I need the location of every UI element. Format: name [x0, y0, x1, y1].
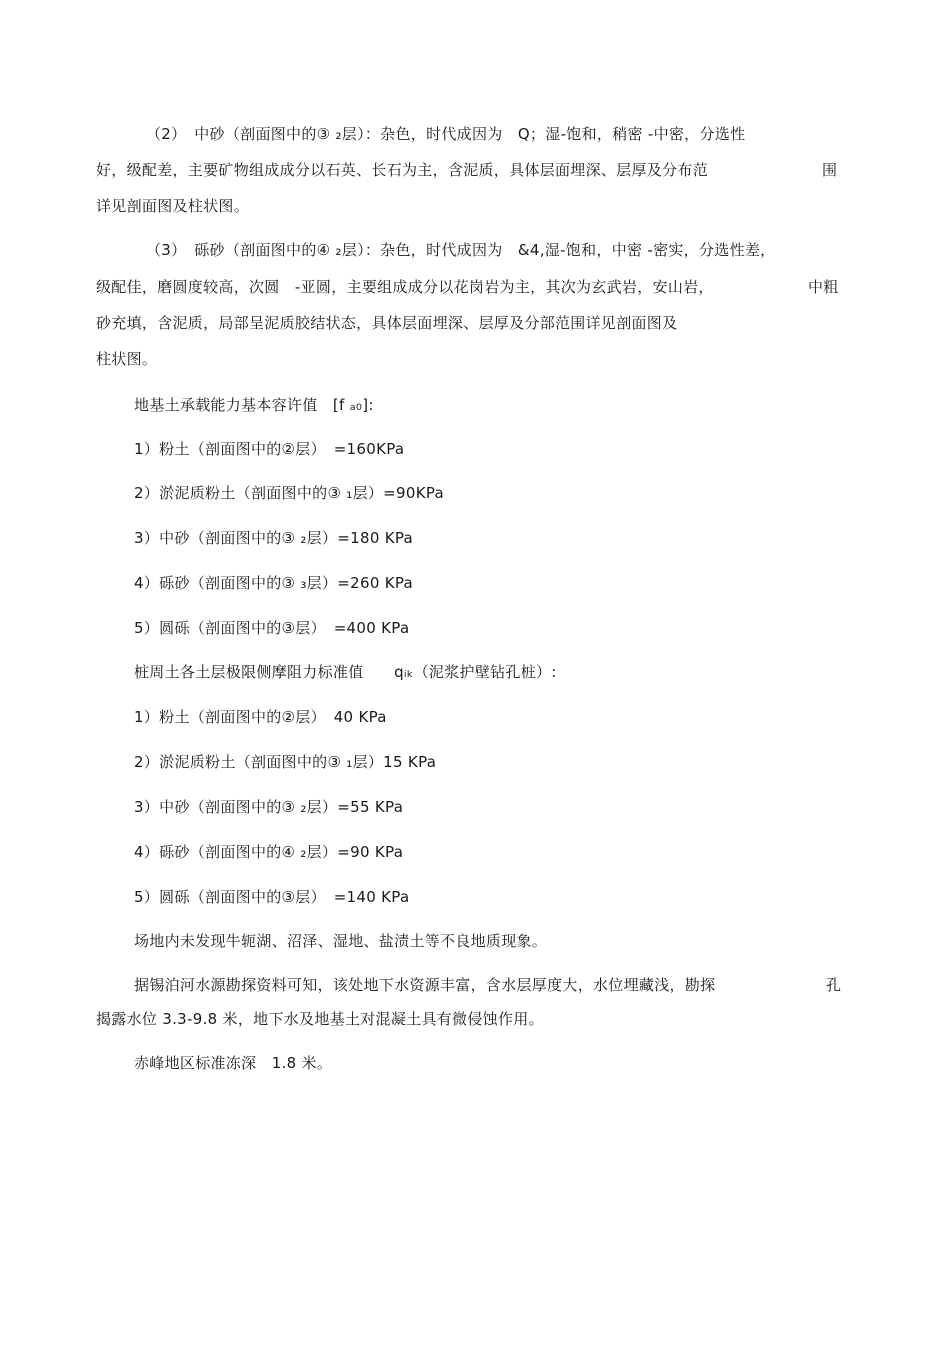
- site-note: 场地内未发现牛轭湖、沼泽、湿地、盐渍土等不良地质现象。: [134, 932, 548, 950]
- friction-item-1: 1）粉土（剖面图中的②层） 40 KPa: [134, 708, 387, 726]
- zhongsha-line-2-end: 围: [822, 161, 838, 179]
- bearing-item-5: 5）圆砾（剖面图中的③层） =400 KPa: [134, 619, 410, 637]
- friction-heading: 桩周土各土层极限侧摩阻力标准值 qᵢₖ（泥浆护壁钻孔桩）:: [134, 663, 557, 681]
- bearing-heading: 地基土承载能力基本容许值 [f ₐ₀]:: [134, 396, 374, 414]
- groundwater-line-1: 据锡泊河水源勘探资料可知，该处地下水资源丰富，含水层厚度大，水位埋藏浅，勘探: [134, 976, 716, 994]
- zhongsha-line-3: 详见剖面图及柱状图。: [96, 197, 250, 215]
- frost-depth: 赤峰地区标准冻深 1.8 米。: [134, 1054, 333, 1072]
- friction-item-3: 3）中砂（剖面图中的③ ₂层）=55 KPa: [134, 798, 404, 816]
- lisha-line-3: 砂充填，含泥质，局部呈泥质胶结状态，具体层面埋深、层厚及分部范围详见剖面图及: [96, 314, 678, 332]
- lisha-line-2-end: 中粗: [808, 278, 839, 296]
- groundwater-line-2: 揭露水位 3.3-9.8 米，地下水及地基土对混凝土具有微侵蚀作用。: [96, 1010, 544, 1028]
- friction-item-4: 4）砾砂（剖面图中的④ ₂层）=90 KPa: [134, 843, 404, 861]
- friction-item-5: 5）圆砾（剖面图中的③层） =140 KPa: [134, 888, 410, 906]
- lisha-line-4: 柱状图。: [96, 350, 158, 368]
- bearing-item-4: 4）砾砂（剖面图中的③ ₃层）=260 KPa: [134, 574, 414, 592]
- zhongsha-line-2: 好，级配差，主要矿物组成成分以石英、长石为主，含泥质，具体层面埋深、层厚及分布范: [96, 161, 709, 179]
- bearing-item-2: 2）淤泥质粉土（剖面图中的③ ₁层）=90KPa: [134, 484, 445, 502]
- bearing-item-1: 1）粉土（剖面图中的②层） =160KPa: [134, 440, 405, 458]
- bearing-item-3: 3）中砂（剖面图中的③ ₂层）=180 KPa: [134, 529, 414, 547]
- zhongsha-line-1: （2） 中砂（剖面图中的③ ₂层）：杂色，时代成因为 Q；湿-饱和，稍密 -中密，分选性: [146, 125, 746, 143]
- lisha-line-2: 级配佳，磨圆度较高，次圆 -亚圆，主要组成成分以花岗岩为主，其次为玄武岩，安山岩，: [96, 278, 714, 296]
- friction-item-2: 2）淤泥质粉土（剖面图中的③ ₁层）15 KPa: [134, 753, 437, 771]
- groundwater-line-1-end: 孔: [826, 976, 842, 994]
- lisha-line-1: （3） 砾砂（剖面图中的④ ₂层）：杂色，时代成因为 &4,湿-饱和，中密 -密实，分选性差，: [146, 241, 776, 259]
